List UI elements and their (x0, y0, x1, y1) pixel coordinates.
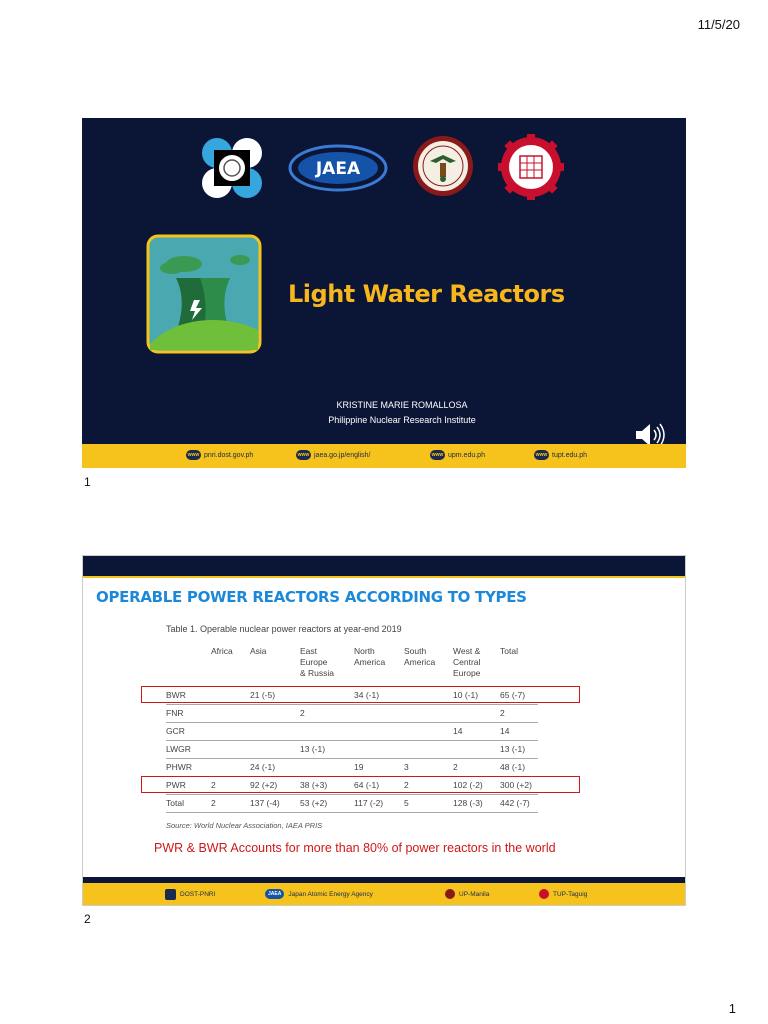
column-header-line: America (404, 657, 436, 667)
cooling-tower-icon (146, 234, 262, 354)
table-cell: 10 (-1) (453, 690, 479, 700)
footer-band (83, 883, 685, 905)
table-cell: 65 (-7) (500, 690, 526, 700)
column-header-line: & Russia (300, 668, 335, 678)
table-cell: 3 (404, 762, 409, 772)
column-header (354, 646, 385, 668)
table-cell: 300 (+2) (500, 780, 532, 790)
footer-link[interactable]: www tupt.edu.ph (535, 451, 588, 459)
slide-1 (82, 118, 686, 468)
table-cell: 21 (-5) (250, 690, 276, 700)
tup-seal (498, 134, 564, 200)
column-header-line: Total (500, 646, 518, 656)
page-number: 1 (728, 1001, 736, 1016)
table-cell: 102 (-2) (453, 780, 483, 790)
table-row (166, 722, 538, 741)
svg-text:JAEA: JAEA (315, 159, 361, 179)
row-type-label: Total (166, 798, 184, 808)
table-cell: 38 (+3) (300, 780, 328, 790)
slide-2-footer (83, 877, 685, 905)
slide-number: 1 (84, 475, 91, 489)
table-cell: 13 (-1) (500, 744, 526, 754)
table-cell: 64 (-1) (354, 780, 380, 790)
column-header (250, 646, 267, 657)
globe-icon: www (431, 452, 444, 458)
footer-item-dost-pnri: DOST-PNRI (165, 889, 215, 900)
table-cell: 117 (-2) (354, 798, 384, 808)
row-type-label: BWR (166, 690, 186, 700)
table-cell: 14 (500, 726, 510, 736)
institution-name: Philippine Nuclear Research Institute (328, 415, 476, 425)
highlight-note: PWR & BWR Accounts for more than 80% of power reactors in the world (154, 841, 556, 855)
table-cell: 34 (-1) (354, 690, 380, 700)
jaea-badge: JAEA (265, 889, 284, 899)
column-header-line: Asia (250, 646, 267, 656)
table-cell: 53 (+2) (300, 798, 328, 808)
bwr-highlight-box (141, 686, 580, 703)
row-type-label: PHWR (166, 762, 192, 772)
slide-number: 2 (84, 912, 91, 926)
slide-2 (82, 555, 686, 906)
table-cell: 2 (300, 708, 305, 718)
slide-top-bar (83, 556, 685, 578)
column-header-line: America (354, 657, 386, 667)
table-cell: 2 (211, 780, 216, 790)
table-cell: 137 (-4) (250, 798, 280, 808)
jaea-logo (288, 143, 388, 193)
column-header (500, 646, 518, 657)
row-type-label: LWGR (166, 744, 191, 754)
table-cell: 2 (211, 798, 216, 808)
table-cell: 19 (354, 762, 364, 772)
footer-item-tup: TUP-Taguig (539, 889, 587, 899)
column-header (453, 646, 480, 679)
table-cell: 5 (404, 798, 409, 808)
table-row (166, 740, 538, 759)
pwr-highlight-box (141, 776, 580, 793)
slide-1-footer (82, 444, 686, 468)
table-row (166, 758, 538, 777)
footer-item-up-manila: UP-Manila (445, 889, 489, 899)
table-cell: 24 (-1) (250, 762, 276, 772)
globe-icon: www (187, 452, 200, 458)
table-cell: 2 (500, 708, 505, 718)
table-cell: 128 (-3) (453, 798, 483, 808)
column-header (404, 646, 435, 668)
table-cell: 92 (+2) (250, 780, 278, 790)
table-cell: 14 (453, 726, 463, 736)
column-header-line: Europe (453, 668, 481, 678)
column-header (211, 646, 233, 657)
author-name: KRISTINE MARIE ROMALLOSA (336, 400, 468, 410)
footer-link[interactable]: www pnri.dost.gov.ph (187, 451, 254, 459)
table-cell: 2 (404, 780, 409, 790)
up-manila-seal (412, 135, 474, 197)
footer-link[interactable]: www jaea.go.jp/english/ (297, 451, 371, 459)
column-header-line: North (354, 646, 375, 656)
column-header-line: Europe (300, 657, 328, 667)
globe-icon: www (535, 452, 548, 458)
column-header-line: Central (453, 657, 481, 667)
table-cell: 13 (-1) (300, 744, 326, 754)
table-row (166, 794, 538, 813)
table-caption: Table 1. Operable nuclear power reactors at year-end 2019 (166, 624, 402, 634)
up-seal-icon (445, 889, 455, 899)
globe-icon: www (297, 452, 310, 458)
column-header (300, 646, 334, 679)
row-type-label: PWR (166, 780, 186, 790)
table-row (166, 704, 538, 723)
dost-icon (165, 889, 176, 900)
column-header-line: South (404, 646, 427, 656)
row-type-label: FNR (166, 708, 184, 718)
slide-title: Light Water Reactors (288, 280, 565, 308)
table-cell: 48 (-1) (500, 762, 526, 772)
row-type-label: GCR (166, 726, 185, 736)
table-cell: 2 (453, 762, 458, 772)
tup-seal-icon (539, 889, 549, 899)
table-source: Source: World Nuclear Association, IAEA PRIS (166, 821, 323, 830)
slide-title: OPERABLE POWER REACTORS ACCORDING TO TYPES (96, 588, 527, 606)
column-header-line: East (300, 646, 318, 656)
column-header-line: Africa (211, 646, 233, 656)
footer-link[interactable]: www upm.edu.ph (431, 451, 485, 459)
footer-item-jaea: JAEA Japan Atomic Energy Agency (265, 889, 373, 899)
table-cell: 442 (-7) (500, 798, 530, 808)
column-header-line: West & (453, 646, 481, 656)
page-date: 11/5/20 (697, 17, 740, 32)
dost-pnri-logo (200, 136, 264, 200)
